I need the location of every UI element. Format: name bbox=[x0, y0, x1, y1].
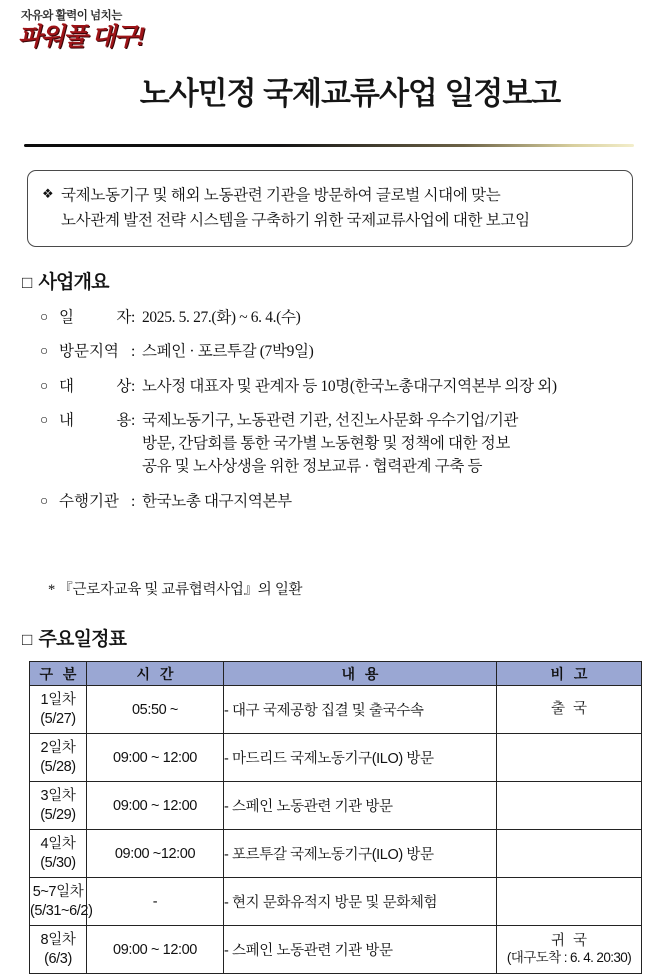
section-heading-overview-label: 사업개요 bbox=[38, 272, 109, 293]
section-heading-overview bbox=[22, 267, 109, 294]
overview-colon-date: : bbox=[131, 309, 135, 326]
overview-label-participants-b: 상 bbox=[116, 377, 131, 395]
cell-division-day: 2일차 bbox=[40, 740, 76, 757]
cell-division-date: (6/3) bbox=[44, 950, 72, 967]
summary-line-1 bbox=[42, 183, 618, 208]
square-bullet-icon: □ bbox=[22, 630, 32, 649]
table-row bbox=[30, 830, 642, 878]
overview-value-content-line2: 방문, 간담회를 통한 국가별 노동현황 및 정책에 대한 정보 bbox=[142, 435, 511, 452]
overview-label-content-a: 내 bbox=[59, 411, 74, 429]
logo-brand: 파워풀 대구! bbox=[18, 22, 144, 51]
overview-colon-organizer: : bbox=[131, 492, 135, 510]
circle-bullet-icon: ○ bbox=[40, 411, 48, 427]
overview-label-participants-a: 대 bbox=[59, 377, 74, 395]
page-title: 노사민정 국제교류사업 일정보고 bbox=[139, 76, 561, 111]
cell-time: - bbox=[87, 878, 224, 926]
table-header-row bbox=[30, 662, 642, 686]
table-row bbox=[30, 686, 642, 734]
cell-division-day: 5~7일차 bbox=[32, 884, 84, 901]
cell-content: - 스페인 노동관련 기관 방문 bbox=[224, 926, 497, 974]
cell-time: 09:00 ~ 12:00 bbox=[87, 782, 224, 830]
cell-division bbox=[30, 782, 87, 830]
overview-item-organizer bbox=[40, 490, 650, 513]
circle-bullet-icon: ○ bbox=[40, 492, 48, 508]
table-row bbox=[30, 878, 642, 926]
overview-item-region bbox=[40, 340, 650, 363]
table-row bbox=[30, 782, 642, 830]
cell-division-day: 3일차 bbox=[40, 788, 76, 805]
overview-value-content bbox=[142, 409, 650, 479]
summary-text-2: 노사관계 발전 전략 시스템을 구축하기 위한 국제교류사업에 대한 보고임 bbox=[61, 212, 530, 230]
cell-content: - 대구 국제공항 집결 및 출국수속 bbox=[224, 686, 497, 734]
cell-division bbox=[30, 878, 93, 926]
overview-label-organizer: 수행기관 bbox=[59, 492, 119, 510]
cell-division-date: (5/31~6/2) bbox=[30, 902, 93, 919]
overview-value-participants: 노사정 대표자 및 관계자 등 10명(한국노총대구지역본부 의장 외) bbox=[142, 377, 557, 395]
summary-line-2 bbox=[42, 208, 618, 233]
section-heading-schedule bbox=[22, 624, 126, 651]
cell-note bbox=[497, 782, 642, 830]
summary-text-1: 국제노동기구 및 해외 노동관련 기관을 방문하여 글로벌 시대에 맞는 bbox=[61, 187, 501, 204]
overview-value-content-line1: 국제노동기구, 노동관련 기관, 선진노사문화 우수기업/기관 bbox=[142, 411, 519, 429]
cell-division bbox=[30, 686, 87, 734]
overview-item-content bbox=[40, 409, 650, 479]
cell-time: 09:00 ~12:00 bbox=[87, 830, 224, 878]
cell-time: 09:00 ~ 12:00 bbox=[87, 926, 224, 974]
summary-indent-spacer bbox=[42, 208, 61, 233]
column-header-division: 구 분 bbox=[30, 662, 87, 686]
overview-colon-participants: : bbox=[131, 377, 135, 395]
cell-content: - 스페인 노동관련 기관 방문 bbox=[224, 782, 497, 830]
overview-label-content-b: 용 bbox=[116, 411, 131, 429]
schedule-table-wrapper bbox=[29, 661, 641, 974]
cell-division-day: 8일차 bbox=[40, 932, 76, 949]
cell-note-line2: (대구도착 : 6. 4. 20:30) bbox=[506, 950, 632, 966]
schedule-table-body bbox=[30, 686, 642, 974]
cell-division bbox=[30, 830, 87, 878]
circle-bullet-icon: ○ bbox=[40, 343, 48, 359]
cell-time: 05:50 ~ bbox=[87, 686, 224, 734]
overview-colon-region: : bbox=[131, 343, 135, 361]
cell-note bbox=[497, 926, 642, 974]
overview-label-participants bbox=[59, 375, 131, 398]
overview-item-date bbox=[40, 306, 650, 329]
table-row bbox=[30, 926, 642, 974]
overview-label-date-b: 자 bbox=[116, 309, 131, 326]
square-bullet-icon: □ bbox=[22, 273, 32, 292]
diamond-bullet-icon: ❖ bbox=[42, 186, 54, 201]
column-header-note: 비 고 bbox=[497, 662, 642, 686]
cell-division-date: (5/27) bbox=[40, 710, 76, 727]
cell-note bbox=[497, 734, 642, 782]
cell-division-date: (5/30) bbox=[40, 854, 76, 871]
overview-value-content-line3: 공유 및 노사상생을 위한 정보교류 · 협력관계 구축 등 bbox=[142, 458, 483, 476]
daegu-logo bbox=[18, 10, 188, 50]
cell-division-date: (5/28) bbox=[40, 758, 76, 775]
column-header-time: 시 간 bbox=[87, 662, 224, 686]
overview-footnote: * 『근로자교육 및 교류협력사업』의 일환 bbox=[48, 582, 303, 598]
cell-division-day: 4일차 bbox=[40, 836, 76, 853]
logo-tagline: 자유와 활력이 넘치는 bbox=[21, 10, 122, 22]
cell-content: - 마드리드 국제노동기구(ILO) 방문 bbox=[224, 734, 497, 782]
cell-time: 09:00 ~ 12:00 bbox=[87, 734, 224, 782]
overview-value-organizer: 한국노총 대구지역본부 bbox=[142, 492, 292, 510]
title-divider bbox=[24, 144, 634, 147]
schedule-table bbox=[29, 661, 642, 974]
cell-note-line1: 귀 국 bbox=[550, 933, 590, 949]
cell-note bbox=[497, 686, 642, 734]
cell-content: - 포르투갈 국제노동기구(ILO) 방문 bbox=[224, 830, 497, 878]
overview-label-region: 방문지역 bbox=[59, 343, 119, 361]
summary-box bbox=[27, 170, 633, 247]
overview-value-region: 스페인 · 포르투갈 (7박9일) bbox=[142, 343, 314, 361]
cell-division-day: 1일차 bbox=[40, 692, 76, 709]
overview-list bbox=[40, 306, 650, 524]
cell-division bbox=[30, 926, 87, 974]
cell-note bbox=[497, 830, 642, 878]
overview-colon-content: : bbox=[131, 411, 135, 429]
cell-note bbox=[497, 878, 642, 926]
cell-division bbox=[30, 734, 87, 782]
circle-bullet-icon: ○ bbox=[40, 377, 48, 393]
section-heading-schedule-label: 주요일정표 bbox=[38, 629, 127, 650]
overview-value-date: 2025. 5. 27.(화) ~ 6. 4.(수) bbox=[142, 309, 301, 326]
table-row bbox=[30, 734, 642, 782]
cell-content: - 현지 문화유적지 방문 및 문화체험 bbox=[224, 878, 497, 926]
cell-note-line1: 출 국 bbox=[550, 701, 590, 718]
circle-bullet-icon: ○ bbox=[40, 309, 48, 324]
overview-label-content bbox=[59, 409, 131, 432]
cell-division-date: (5/29) bbox=[40, 806, 76, 823]
column-header-content: 내 용 bbox=[224, 662, 497, 686]
overview-label-date bbox=[59, 306, 131, 329]
overview-item-participants bbox=[40, 375, 650, 398]
overview-label-date-a: 일 bbox=[59, 309, 74, 326]
